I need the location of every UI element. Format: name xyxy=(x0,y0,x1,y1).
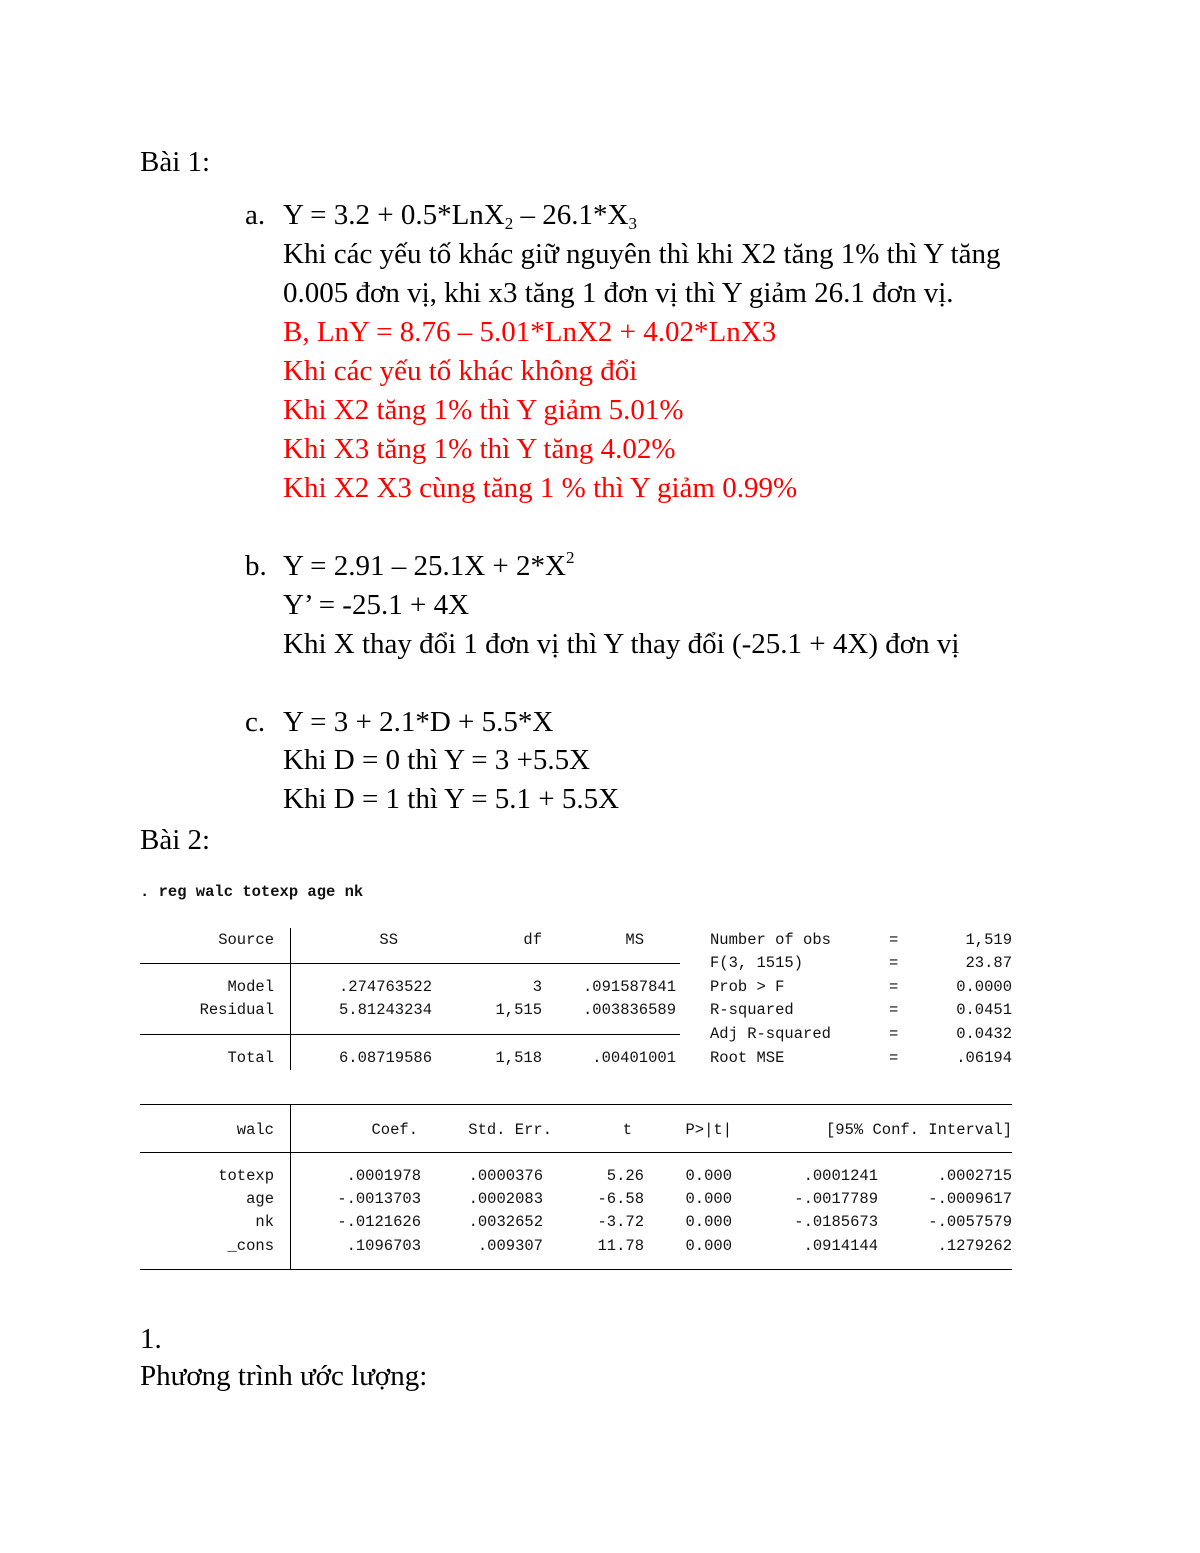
stat-value: 0.0432 xyxy=(956,1025,1012,1043)
anova-header: MS xyxy=(625,931,644,949)
coef-header: Std. Err. xyxy=(468,1121,552,1139)
item-c-line2: Khi D = 1 thì Y = 5.1 + 5.5X xyxy=(283,783,620,815)
coef-cell: 5.26 xyxy=(606,1167,644,1185)
coef-cell: .1279262 xyxy=(937,1237,1012,1255)
coef-header: t xyxy=(622,1121,632,1139)
coef-cell: -.0013703 xyxy=(337,1190,421,1208)
stat-eq: = xyxy=(889,1049,899,1067)
stat-value: 0.0000 xyxy=(956,978,1012,996)
coef-cell: 11.78 xyxy=(597,1237,644,1255)
divider xyxy=(140,1152,1012,1153)
divider xyxy=(140,1269,1012,1270)
red-note-equation: B, LnY = 8.76 – 5.01*LnX2 + 4.02*LnX3 xyxy=(283,316,777,348)
item-c-marker: c. xyxy=(245,706,266,738)
anova-cell: 1,515 xyxy=(495,1001,542,1019)
coef-cell: .0001241 xyxy=(803,1167,878,1185)
stat-eq: = xyxy=(889,978,899,996)
bai1-heading: Bài 1: xyxy=(140,146,211,178)
item-b-equation: $Y = 2.91 - 25.1X + 2*X^2$ xyxy=(283,548,575,582)
item-a-line2: 0.005 đơn vị, khi x3 tăng 1 đơn vị thì Y giảm 26.1 đơn vị. xyxy=(283,277,954,309)
anova-header: SS xyxy=(379,931,398,949)
coef-cell: .0914144 xyxy=(803,1237,878,1255)
anova-cell: .091587841 xyxy=(582,978,676,996)
red-note-line: Khi X2 X3 cùng tăng 1 % thì Y giảm 0.99% xyxy=(283,472,798,504)
item-text: Phương trình ước lượng: xyxy=(140,1360,428,1392)
stat-label: Prob > F xyxy=(710,978,785,996)
anova-cell: .003836589 xyxy=(582,1001,676,1019)
coef-cell: -3.72 xyxy=(597,1213,644,1231)
bai2-heading: Bài 2: xyxy=(140,824,211,856)
stat-label: Root MSE xyxy=(710,1049,785,1067)
coef-cell: -6.58 xyxy=(597,1190,644,1208)
anova-cell: .00401001 xyxy=(592,1049,676,1067)
anova-cell: 6.08719586 xyxy=(338,1049,432,1067)
coef-header: walc xyxy=(236,1121,274,1139)
coef-cell: -.0017789 xyxy=(794,1190,878,1208)
stat-eq: = xyxy=(889,1025,899,1043)
coef-row-label: age xyxy=(246,1190,274,1208)
anova-row-label: Total xyxy=(227,1049,274,1067)
coef-cell: .009307 xyxy=(477,1237,543,1255)
item-a-equation: $Y = 3.2 + 0.5*LnX_2 - 26.1*X_3$ xyxy=(283,199,637,233)
divider xyxy=(290,1104,291,1269)
item-b-derivative: Y’ = -25.1 + 4X xyxy=(283,589,470,621)
coef-cell: 0.000 xyxy=(685,1190,732,1208)
coef-cell: .0002715 xyxy=(937,1167,1012,1185)
coef-row-label: _cons xyxy=(227,1237,274,1255)
red-note-line: Khi các yếu tố khác không đổi xyxy=(283,355,638,387)
coef-cell: .0001978 xyxy=(346,1167,421,1185)
divider xyxy=(140,1034,680,1035)
item-b-line2: Khi X thay đổi 1 đơn vị thì Y thay đổi (-25.1 + 4X) đơn vị xyxy=(283,628,960,660)
anova-cell: .274763522 xyxy=(338,978,432,996)
stata-command: . reg walc totexp age nk xyxy=(140,883,364,901)
anova-cell: 1,518 xyxy=(495,1049,542,1067)
coef-row-label: nk xyxy=(255,1213,274,1231)
stat-value: .06194 xyxy=(956,1049,1012,1067)
stat-label: Number of obs xyxy=(710,931,831,949)
item-a-marker: a. xyxy=(245,199,266,231)
item-c-line1: Khi D = 0 thì Y = 3 +5.5X xyxy=(283,744,591,776)
stat-eq: = xyxy=(889,931,899,949)
stat-value: 1,519 xyxy=(965,931,1012,949)
anova-row-label: Residual xyxy=(199,1001,274,1019)
coef-cell: 0.000 xyxy=(685,1167,732,1185)
coef-cell: .0002083 xyxy=(468,1190,543,1208)
anova-header: df xyxy=(523,931,542,949)
stat-eq: = xyxy=(889,954,899,972)
item-c-equation: Y = 3 + 2.1*D + 5.5*X xyxy=(283,706,554,738)
coef-cell: -.0185673 xyxy=(794,1213,878,1231)
coef-cell: 0.000 xyxy=(685,1213,732,1231)
anova-row-label: Model xyxy=(227,978,274,996)
red-note-line: Khi X2 tăng 1% thì Y giảm 5.01% xyxy=(283,394,684,426)
coef-cell: 0.000 xyxy=(685,1237,732,1255)
coef-row-label: totexp xyxy=(218,1167,274,1185)
item-b-marker: b. xyxy=(245,550,267,582)
stat-eq: = xyxy=(889,1001,899,1019)
item-a-line1: Khi các yếu tố khác giữ nguyên thì khi X2 tăng 1% thì Y tăng xyxy=(283,238,1001,270)
divider xyxy=(290,928,291,1070)
red-note-line: Khi X3 tăng 1% thì Y tăng 4.02% xyxy=(283,433,676,465)
coef-cell: .0032652 xyxy=(468,1213,543,1231)
anova-cell: 5.81243234 xyxy=(338,1001,432,1019)
anova-header: Source xyxy=(218,931,274,949)
anova-cell: 3 xyxy=(532,978,542,996)
coef-cell: .1096703 xyxy=(346,1237,421,1255)
coef-cell: -.0009617 xyxy=(928,1190,1012,1208)
stat-label: R-squared xyxy=(710,1001,794,1019)
coef-header: Coef. xyxy=(371,1121,418,1139)
coef-header: P>|t| xyxy=(685,1121,732,1139)
stat-value: 23.87 xyxy=(965,954,1012,972)
coef-header: [95% Conf. Interval] xyxy=(825,1121,1012,1139)
divider xyxy=(140,1104,1012,1105)
stat-label: Adj R-squared xyxy=(710,1025,831,1043)
divider xyxy=(140,963,680,964)
stat-value: 0.0451 xyxy=(956,1001,1012,1019)
stat-label: F(3, 1515) xyxy=(710,954,804,972)
coef-cell: -.0121626 xyxy=(337,1213,421,1231)
item-number: 1. xyxy=(140,1323,162,1355)
coef-cell: .0000376 xyxy=(468,1167,543,1185)
coef-cell: -.0057579 xyxy=(928,1213,1012,1231)
